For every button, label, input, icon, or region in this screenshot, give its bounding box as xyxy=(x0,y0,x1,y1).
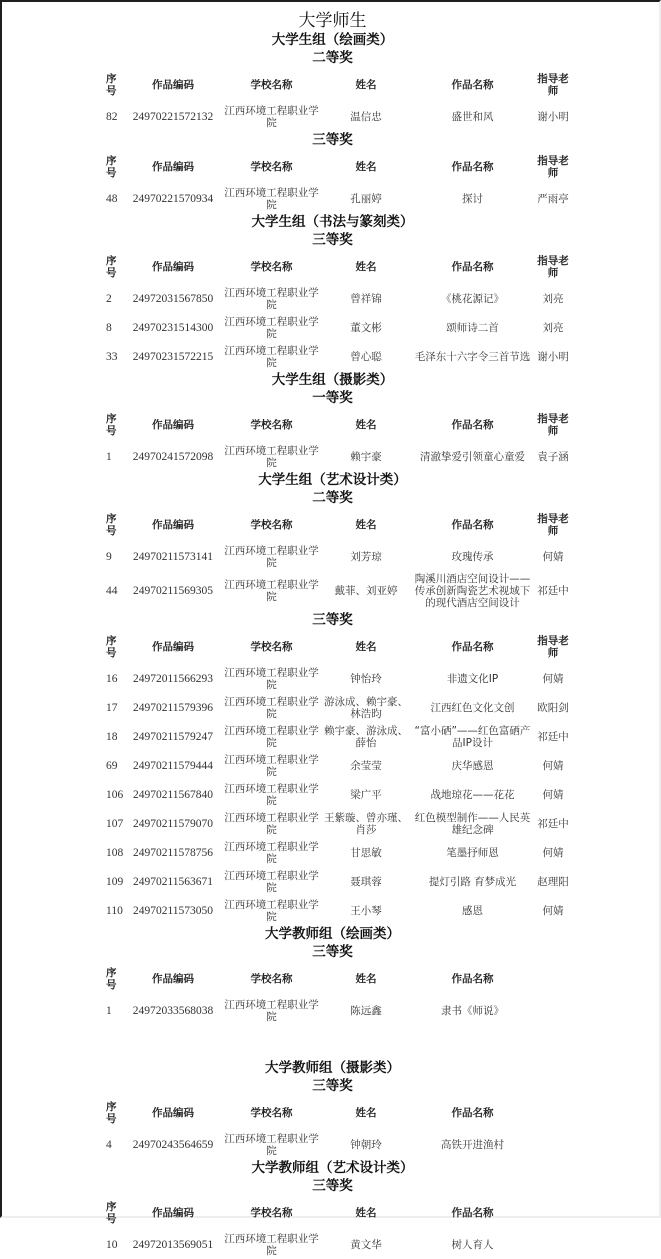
entry-number: 9 xyxy=(106,550,112,563)
award-level-title: 三等奖 xyxy=(312,232,353,248)
school-name: 江西环境工程职业学院 xyxy=(224,869,319,894)
advisor-name: 祁廷中 xyxy=(537,585,569,597)
header-no: 序号 xyxy=(106,255,117,279)
table-header-row xyxy=(106,150,573,184)
header-work: 作品名称 xyxy=(451,641,494,653)
header-name: 姓名 xyxy=(355,419,377,431)
header-school: 学校名称 xyxy=(250,1107,293,1119)
work-title: 毛泽东十六字令三首节选 xyxy=(414,350,531,363)
author-name: 游泳成、赖宇豪、林浩昀 xyxy=(324,695,408,720)
author-name: 刘芳琼 xyxy=(350,550,382,563)
table-row xyxy=(106,996,573,1025)
entry-number: 18 xyxy=(106,730,118,743)
document-title: 大学师生 xyxy=(298,11,367,31)
entry-number: 1 xyxy=(106,1004,112,1017)
entry-number: 16 xyxy=(106,672,118,685)
group-title: 大学教师组（绘画类） xyxy=(265,926,400,942)
table-row xyxy=(106,867,573,896)
header-teacher: 指导老师 xyxy=(537,155,569,179)
author-name: 赖宇豪 xyxy=(350,450,382,463)
header-school: 学校名称 xyxy=(250,519,293,531)
header-teacher: 指导老师 xyxy=(537,73,569,97)
advisor-name: 何婧 xyxy=(542,550,564,563)
group-title: 大学教师组（艺术设计类） xyxy=(251,1160,414,1176)
entry-number: 33 xyxy=(106,350,118,363)
advisor-name: 何婧 xyxy=(542,904,564,917)
group-title: 大学生组（书法与篆刻类） xyxy=(251,214,414,230)
header-name: 姓名 xyxy=(355,161,377,173)
entry-code: 24972031567850 xyxy=(132,292,214,305)
school-name: 江西环境工程职业学院 xyxy=(224,695,319,720)
work-title: 清澈挚爱引领童心童爱 xyxy=(420,450,525,463)
entry-code: 24970211579444 xyxy=(132,759,214,772)
table-header-row xyxy=(106,1096,573,1130)
header-code: 作品编码 xyxy=(152,419,194,431)
entry-code: 24970211563671 xyxy=(132,875,214,888)
header-code: 作品编码 xyxy=(152,973,194,985)
school-name: 江西环境工程职业学院 xyxy=(224,1232,319,1257)
work-title: “富小硒”——红色富硒产品IP设计 xyxy=(414,724,531,749)
school-name: 江西环境工程职业学院 xyxy=(224,782,319,807)
school-name: 江西环境工程职业学院 xyxy=(224,811,319,836)
header-code: 作品编码 xyxy=(152,519,194,531)
header-school: 学校名称 xyxy=(250,79,293,91)
award-table xyxy=(106,150,573,213)
entry-number: 44 xyxy=(106,585,118,597)
header-work: 作品名称 xyxy=(451,1107,494,1119)
table-row xyxy=(106,1130,573,1159)
header-no: 序号 xyxy=(106,73,117,97)
work-title: 《桃花源记》 xyxy=(441,292,504,305)
sections-container xyxy=(2,31,661,1259)
author-name: 钟朝玲 xyxy=(350,1138,382,1151)
header-school: 学校名称 xyxy=(250,641,293,653)
group-title: 大学生组（摄影类） xyxy=(271,372,394,388)
school-name: 江西环境工程职业学院 xyxy=(224,104,319,129)
header-code: 作品编码 xyxy=(152,641,194,653)
table-row xyxy=(106,896,573,925)
advisor-name: 刘亮 xyxy=(542,321,564,334)
award-table xyxy=(106,508,573,611)
advisor-name: 刘亮 xyxy=(542,292,564,305)
school-name: 江西环境工程职业学院 xyxy=(224,898,319,923)
table-row xyxy=(106,342,573,371)
school-name: 江西环境工程职业学院 xyxy=(224,666,319,691)
advisor-name: 何婧 xyxy=(542,672,564,685)
advisor-name: 何婧 xyxy=(542,846,564,859)
table-header-row xyxy=(106,68,573,102)
school-name: 江西环境工程职业学院 xyxy=(224,444,319,469)
advisor-name: 何婧 xyxy=(542,788,564,801)
school-name: 江西环境工程职业学院 xyxy=(224,579,319,603)
award-level-title: 二等奖 xyxy=(312,490,353,506)
header-teacher: 指导老师 xyxy=(537,255,569,279)
header-work: 作品名称 xyxy=(451,973,494,985)
advisor-name: 欧阳剑 xyxy=(537,701,569,714)
award-level-title: 三等奖 xyxy=(312,1078,353,1094)
entry-number: 108 xyxy=(106,846,124,859)
header-work: 作品名称 xyxy=(451,1207,494,1219)
table-row xyxy=(106,1230,573,1259)
entry-code: 24970211573141 xyxy=(132,550,214,563)
author-name: 梁广平 xyxy=(350,788,382,801)
header-work: 作品名称 xyxy=(451,419,494,431)
table-row xyxy=(106,722,573,751)
header-teacher: 指导老师 xyxy=(537,413,569,437)
blank-spacer xyxy=(2,1025,661,1059)
school-name: 江西环境工程职业学院 xyxy=(224,840,319,865)
table-row xyxy=(106,571,573,611)
advisor-name: 祁廷中 xyxy=(537,817,569,830)
header-name: 姓名 xyxy=(355,1107,377,1119)
group-title: 大学生组（绘画类） xyxy=(271,32,394,48)
header-work: 作品名称 xyxy=(451,519,494,531)
school-name: 江西环境工程职业学院 xyxy=(224,1132,319,1157)
award-table xyxy=(106,408,573,471)
award-table xyxy=(106,68,573,131)
advisor-name xyxy=(533,996,573,1025)
table-row xyxy=(106,809,573,838)
table-header-row xyxy=(106,408,573,442)
table-header-row xyxy=(106,630,573,664)
table-row xyxy=(106,542,573,571)
award-level-title: 三等奖 xyxy=(312,944,353,960)
table-row xyxy=(106,664,573,693)
author-name: 曾祥锦 xyxy=(350,292,382,305)
work-title: 感恩 xyxy=(462,904,483,917)
advisor-name: 赵理阳 xyxy=(537,875,569,888)
header-school: 学校名称 xyxy=(250,973,293,985)
work-title: 江西红色文化文创 xyxy=(430,701,515,714)
entry-code: 24970211579247 xyxy=(132,730,214,743)
entry-code: 24970211578756 xyxy=(132,846,214,859)
advisor-name: 严雨亭 xyxy=(537,192,569,205)
header-code: 作品编码 xyxy=(152,161,194,173)
header-code: 作品编码 xyxy=(152,1107,194,1119)
entry-number: 69 xyxy=(106,759,118,772)
advisor-name: 祁廷中 xyxy=(537,730,569,743)
author-name: 甘思敏 xyxy=(350,846,382,859)
school-name: 江西环境工程职业学院 xyxy=(224,998,319,1023)
entry-code: 24970231572215 xyxy=(132,350,214,363)
award-level-title: 三等奖 xyxy=(312,1178,353,1194)
entry-code: 24970211579070 xyxy=(132,817,214,830)
award-list-document xyxy=(2,2,661,1259)
header-no: 序号 xyxy=(106,967,117,991)
work-title: 盛世和风 xyxy=(451,110,494,123)
table-row xyxy=(106,838,573,867)
header-name: 姓名 xyxy=(355,519,377,531)
entry-code: 24970241572098 xyxy=(132,450,214,463)
school-name: 江西环境工程职业学院 xyxy=(224,344,319,369)
header-name: 姓名 xyxy=(355,261,377,273)
school-name: 江西环境工程职业学院 xyxy=(224,286,319,311)
entry-number: 106 xyxy=(106,788,124,801)
advisor-name: 何婧 xyxy=(542,759,564,772)
table-row xyxy=(106,313,573,342)
school-name: 江西环境工程职业学院 xyxy=(224,753,319,778)
entry-number: 1 xyxy=(106,450,112,463)
header-teacher xyxy=(533,962,573,996)
author-name: 陈远鑫 xyxy=(350,1004,382,1017)
author-name: 钟怡玲 xyxy=(350,672,382,685)
header-teacher: 指导老师 xyxy=(537,513,569,537)
entry-code: 24972011566293 xyxy=(132,672,214,685)
advisor-name: 谢小明 xyxy=(537,350,569,363)
advisor-name xyxy=(533,1230,573,1259)
header-school: 学校名称 xyxy=(250,261,293,273)
table-row xyxy=(106,102,573,131)
author-name: 孔丽婷 xyxy=(350,192,382,205)
work-title: 隶书《师说》 xyxy=(441,1004,504,1017)
header-name: 姓名 xyxy=(355,79,377,91)
table-header-row xyxy=(106,962,573,996)
entry-number: 107 xyxy=(106,817,124,830)
entry-code: 24970243564659 xyxy=(132,1138,214,1151)
award-table xyxy=(106,1096,573,1159)
work-title: 战地琼花——花花 xyxy=(430,788,515,801)
entry-number: 82 xyxy=(106,110,118,123)
school-name: 江西环境工程职业学院 xyxy=(224,544,319,569)
header-no: 序号 xyxy=(106,1101,117,1125)
entry-number: 8 xyxy=(106,321,112,334)
header-no: 序号 xyxy=(106,413,117,437)
work-title: 庆华感恩 xyxy=(451,759,494,772)
header-work: 作品名称 xyxy=(451,161,494,173)
work-title: 探讨 xyxy=(462,192,483,205)
table-row xyxy=(106,751,573,780)
header-no: 序号 xyxy=(106,1201,117,1225)
header-work: 作品名称 xyxy=(451,79,494,91)
table-row xyxy=(106,184,573,213)
award-table xyxy=(106,962,573,1025)
work-title: 提灯引路 育梦成光 xyxy=(428,875,517,888)
group-title: 大学生组（艺术设计类） xyxy=(258,472,407,488)
header-school: 学校名称 xyxy=(250,1207,293,1219)
header-school: 学校名称 xyxy=(250,419,293,431)
header-no: 序号 xyxy=(106,155,117,179)
award-level-title: 二等奖 xyxy=(312,50,353,66)
author-name: 聂琪蓉 xyxy=(350,875,382,888)
work-title: 红色模型制作——人民英雄纪念碑 xyxy=(414,811,531,836)
author-name: 王紫璇、曾亦瑾、肖莎 xyxy=(324,811,408,836)
group-title: 大学教师组（摄影类） xyxy=(265,1060,400,1076)
award-table xyxy=(106,1196,573,1259)
entry-number: 48 xyxy=(106,192,118,205)
entry-code: 24970231514300 xyxy=(132,321,214,334)
entry-code: 24970211567840 xyxy=(132,788,214,801)
author-name: 温信忠 xyxy=(350,110,382,123)
entry-number: 4 xyxy=(106,1138,112,1151)
award-table xyxy=(106,250,573,371)
header-name: 姓名 xyxy=(355,641,377,653)
entry-code: 24970221570934 xyxy=(132,192,214,205)
work-title: 非遗文化IP xyxy=(446,672,499,685)
entry-number: 17 xyxy=(106,701,118,714)
header-teacher xyxy=(533,1096,573,1130)
author-name: 戴菲、刘亚婷 xyxy=(334,585,398,597)
header-work: 作品名称 xyxy=(451,261,494,273)
award-level-title: 三等奖 xyxy=(312,132,353,148)
award-level-title: 三等奖 xyxy=(312,612,353,628)
table-header-row xyxy=(106,508,573,542)
entry-number: 2 xyxy=(106,292,112,305)
school-name: 江西环境工程职业学院 xyxy=(224,724,319,749)
author-name: 余莹莹 xyxy=(350,759,382,772)
header-no: 序号 xyxy=(106,513,117,537)
author-name: 赖宇豪、游泳成、薛怡 xyxy=(324,724,408,749)
header-school: 学校名称 xyxy=(250,161,293,173)
entry-code: 24970211573050 xyxy=(132,904,214,917)
header-name: 姓名 xyxy=(355,1207,377,1219)
award-table xyxy=(106,630,573,925)
work-title: 树人育人 xyxy=(451,1238,494,1251)
header-code: 作品编码 xyxy=(152,1207,194,1219)
header-name: 姓名 xyxy=(355,973,377,985)
advisor-name: 袁子涵 xyxy=(537,450,569,463)
entry-code: 24970211579396 xyxy=(132,701,214,714)
header-no: 序号 xyxy=(106,635,117,659)
author-name: 王小琴 xyxy=(350,904,382,917)
header-teacher: 指导老师 xyxy=(537,635,569,659)
award-level-title: 一等奖 xyxy=(312,390,353,406)
advisor-name xyxy=(533,1130,573,1159)
table-header-row xyxy=(106,1196,573,1230)
work-title: 颂师诗二首 xyxy=(446,321,499,334)
table-row xyxy=(106,442,573,471)
entry-code: 24970211569305 xyxy=(132,585,214,597)
school-name: 江西环境工程职业学院 xyxy=(224,186,319,211)
entry-number: 10 xyxy=(106,1238,118,1251)
work-title: 高铁开进渔村 xyxy=(441,1138,504,1151)
table-row xyxy=(106,693,573,722)
entry-code: 24972033568038 xyxy=(132,1004,214,1017)
author-name: 黄文华 xyxy=(350,1238,382,1251)
work-title: 笔墨抒师恩 xyxy=(446,846,499,859)
entry-number: 109 xyxy=(106,875,124,888)
table-row xyxy=(106,284,573,313)
author-name: 董文彬 xyxy=(350,321,382,334)
work-title: 陶溪川酒店空间设计——传承创新陶瓷艺术视域下的现代酒店空间设计 xyxy=(414,573,531,609)
work-title: 玫瑰传承 xyxy=(451,550,494,563)
entry-code: 24972013569051 xyxy=(132,1238,214,1251)
entry-code: 24970221572132 xyxy=(132,110,214,123)
header-teacher xyxy=(533,1196,573,1230)
advisor-name: 谢小明 xyxy=(537,110,569,123)
header-code: 作品编码 xyxy=(152,261,194,273)
school-name: 江西环境工程职业学院 xyxy=(224,315,319,340)
table-row xyxy=(106,780,573,809)
header-code: 作品编码 xyxy=(152,79,194,91)
entry-number: 110 xyxy=(106,904,123,917)
table-header-row xyxy=(106,250,573,284)
author-name: 曾心聪 xyxy=(350,350,382,363)
